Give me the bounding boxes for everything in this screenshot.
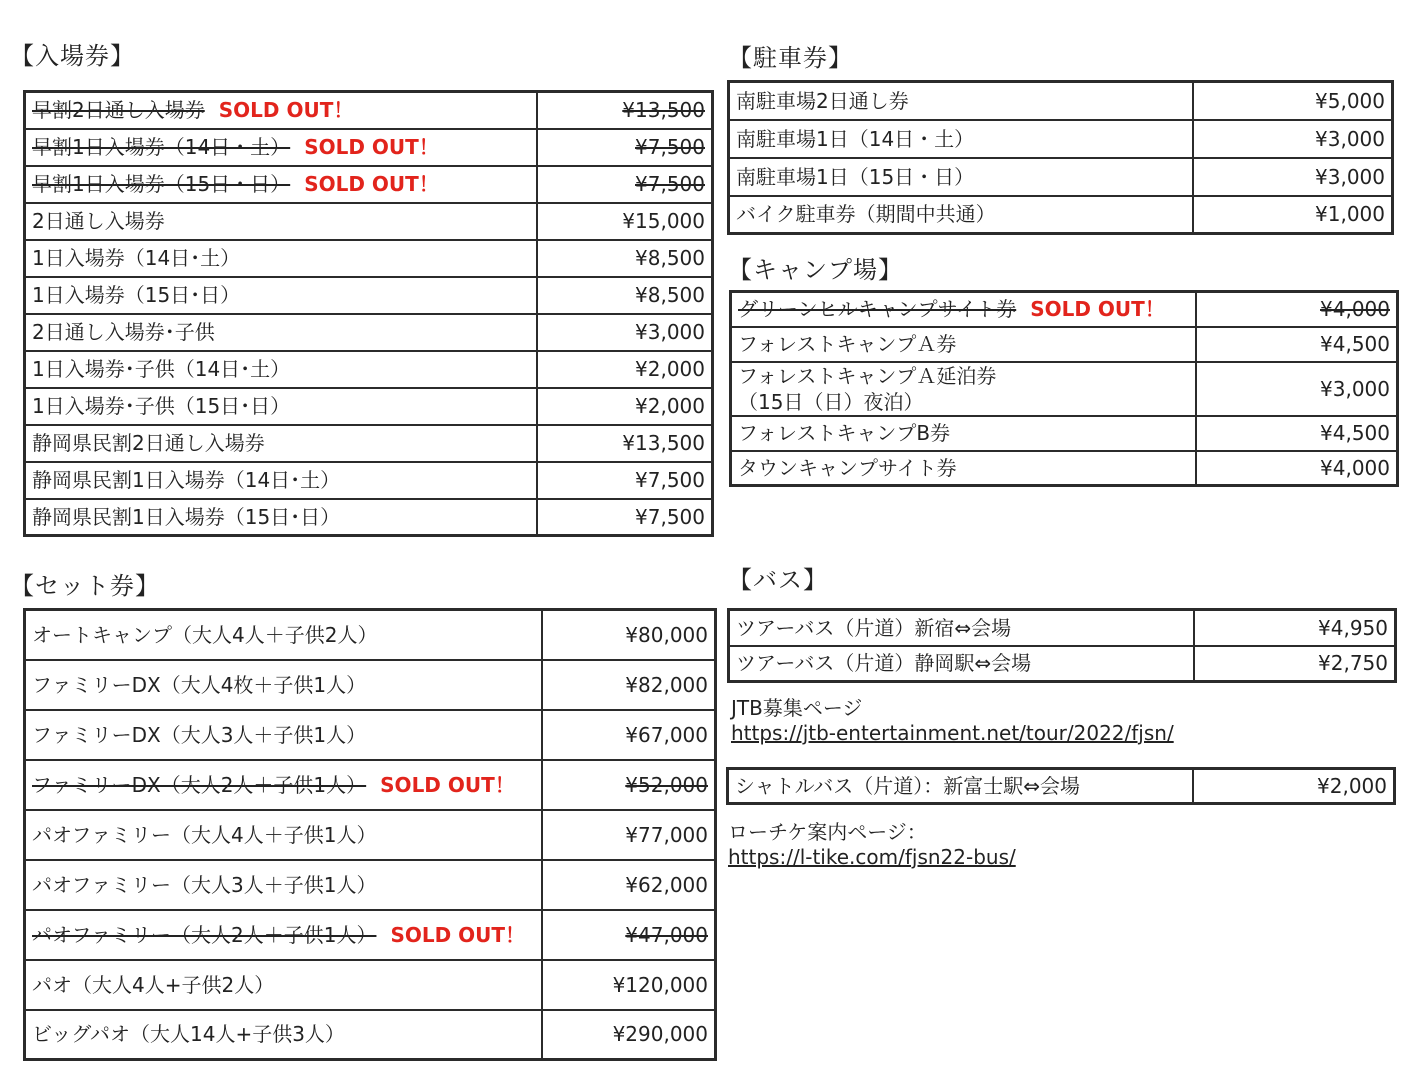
item-price: ¥4,000 [1320, 455, 1390, 480]
price-row [25, 240, 713, 277]
item-price-cell [542, 960, 716, 1010]
item-name: ファミリーDX（大人2人＋子供1人） [32, 772, 367, 797]
item-price: ¥3,000 [635, 320, 705, 344]
item-name-cell [731, 451, 1196, 486]
bus-ticket-table [727, 608, 1397, 683]
item-name: 南駐車場2日通し券 [736, 88, 909, 113]
item-price-cell [1194, 610, 1396, 646]
price-row [728, 769, 1395, 804]
price-row [25, 425, 713, 462]
item-name-cell [25, 960, 542, 1010]
item-price: ¥13,500 [622, 431, 705, 455]
item-price: ¥47,000 [625, 922, 708, 947]
jtb-note [731, 696, 1174, 746]
item-name: オートキャンプ（大人4人＋子供2人） [32, 622, 378, 647]
item-name-cell [731, 327, 1196, 362]
item-price-cell [1196, 416, 1398, 451]
item-price-cell [1193, 82, 1393, 120]
item-name: 早割1日入場券（14日・土） [32, 135, 291, 159]
item-name: ビッグパオ（大人14人+子供3人） [32, 1022, 345, 1047]
item-price: ¥80,000 [625, 622, 708, 647]
item-name-cell [729, 82, 1193, 120]
item-name: 1日入場券･子供（15日･日） [32, 394, 291, 418]
entry-ticket-table [23, 90, 714, 537]
item-name-cell [25, 351, 537, 388]
item-name-cell [729, 610, 1194, 646]
item-name: 南駐車場1日（14日・土） [736, 126, 975, 151]
price-row [729, 646, 1396, 682]
item-name-cell [729, 158, 1193, 196]
item-price: ¥82,000 [625, 672, 708, 697]
item-name: 1日入場券（15日･日） [32, 283, 241, 307]
sold-out-badge: SOLD OUT！ [304, 135, 439, 159]
item-name-cell [729, 196, 1193, 234]
ltike-note [728, 820, 1016, 870]
item-name: パオファミリー（大人3人＋子供1人） [32, 872, 377, 897]
item-name: 1日入場券･子供（14日･土） [32, 357, 291, 381]
price-row [25, 388, 713, 425]
item-price-cell [542, 660, 716, 710]
price-row [25, 92, 713, 129]
sold-out-badge: SOLD OUT！ [218, 98, 354, 123]
set-ticket-table [23, 608, 717, 1061]
item-price-cell [1193, 158, 1393, 196]
item-price: ¥2,750 [1318, 651, 1388, 676]
item-price-cell [537, 314, 713, 351]
item-name: 早割1日入場券（15日・日） [32, 172, 291, 196]
set-section-title: 【セット券】 [10, 572, 160, 600]
price-row [729, 196, 1393, 234]
item-name: 南駐車場1日（15日・日） [736, 164, 975, 189]
item-name-cell [25, 240, 537, 277]
item-name-cell [25, 425, 537, 462]
price-row [25, 203, 713, 240]
sold-out-badge: SOLD OUT！ [380, 772, 515, 797]
price-row [25, 499, 713, 536]
item-price-cell [542, 710, 716, 760]
item-name-cell [25, 860, 542, 910]
price-row [731, 362, 1398, 416]
camp-section-title: 【キャンプ場】 [728, 256, 903, 284]
item-price: ¥7,500 [635, 172, 705, 196]
item-name: フォレストキャンプＡ延泊券 （15日（日）夜泊） [738, 363, 997, 414]
item-price: ¥2,000 [635, 357, 705, 381]
item-price-cell [542, 760, 716, 810]
item-name-cell [25, 92, 537, 129]
price-row [25, 314, 713, 351]
price-row [731, 416, 1398, 451]
item-price-cell [542, 910, 716, 960]
item-price: ¥4,950 [1318, 615, 1388, 640]
item-name-cell [25, 277, 537, 314]
item-price: ¥8,500 [635, 246, 705, 270]
item-name-cell [731, 292, 1196, 327]
item-price: ¥62,000 [625, 872, 708, 897]
item-price-cell [1196, 292, 1398, 327]
item-price: ¥4,000 [1320, 297, 1390, 322]
item-price-cell [537, 425, 713, 462]
item-price: ¥67,000 [625, 722, 708, 747]
shuttle-bus-table [726, 767, 1396, 805]
item-price: ¥4,500 [1320, 421, 1390, 445]
item-name-cell [25, 129, 537, 166]
item-price-cell [537, 240, 713, 277]
bus-section-title: 【バス】 [728, 566, 828, 594]
price-row [729, 158, 1393, 196]
item-name-cell [25, 1010, 542, 1060]
item-price-cell [1196, 327, 1398, 362]
item-name: フォレストキャンプＡ券 [738, 332, 957, 356]
price-row [731, 292, 1398, 327]
item-name-cell [25, 388, 537, 425]
item-price: ¥1,000 [1315, 202, 1385, 227]
item-price-cell [537, 351, 713, 388]
sold-out-badge: SOLD OUT！ [304, 172, 439, 196]
price-row [729, 82, 1393, 120]
item-price: ¥2,000 [635, 394, 705, 418]
price-row [731, 327, 1398, 362]
item-name-cell [729, 646, 1194, 682]
item-price: ¥290,000 [612, 1022, 708, 1047]
item-name-cell [25, 314, 537, 351]
item-name: グリーンヒルキャンプサイト券 [738, 297, 1017, 322]
item-name-cell [731, 362, 1196, 416]
price-row [25, 860, 716, 910]
price-row [731, 451, 1398, 486]
item-name-cell [25, 710, 542, 760]
item-name: タウンキャンプサイト券 [738, 455, 957, 480]
item-name: 静岡県民割1日入場券（14日･土） [32, 468, 341, 492]
camp-ticket-table [729, 290, 1399, 487]
item-name-cell [728, 769, 1193, 804]
item-price-cell [537, 203, 713, 240]
item-name-cell [25, 166, 537, 203]
ltike-label: ローチケ案内ページ： [728, 820, 927, 844]
item-price-cell [1193, 769, 1395, 804]
jtb-label: JTB募集ページ [731, 696, 863, 720]
item-price-cell [1193, 120, 1393, 158]
item-price: ¥7,500 [635, 504, 705, 529]
item-price-cell [1196, 362, 1398, 416]
price-row [25, 1010, 716, 1060]
item-price: ¥120,000 [612, 972, 708, 997]
item-name: バイク駐車券（期間中共通） [736, 202, 996, 227]
item-price-cell [1193, 196, 1393, 234]
item-name-cell [25, 610, 542, 660]
item-price: ¥13,500 [622, 98, 705, 123]
item-name: 静岡県民割1日入場券（15日･日） [32, 504, 341, 529]
item-name-cell [25, 660, 542, 710]
item-name: ファミリーDX（大人4枚＋子供1人） [32, 672, 367, 697]
price-row [25, 277, 713, 314]
ltike-link[interactable]: https://l-tike.com/fjsn22-bus/ [728, 845, 1016, 869]
item-price-cell [542, 610, 716, 660]
price-row [729, 120, 1393, 158]
item-name-cell [25, 203, 537, 240]
sold-out-badge: SOLD OUT！ [390, 922, 526, 947]
item-price: ¥4,500 [1320, 332, 1390, 356]
item-price-cell [542, 810, 716, 860]
item-price-cell [542, 1010, 716, 1060]
item-name: パオ（大人4人+子供2人） [32, 972, 275, 997]
item-price-cell [537, 129, 713, 166]
item-name: 早割2日通し入場券 [32, 98, 205, 123]
price-row [25, 910, 716, 960]
entry-section-title: 【入場券】 [10, 42, 135, 70]
item-price-cell [537, 462, 713, 499]
item-name-cell [25, 910, 542, 960]
item-price: ¥52,000 [625, 772, 708, 797]
price-row [25, 710, 716, 760]
item-name: シャトルバス（片道）：新富士駅⇔会場 [735, 774, 1080, 798]
item-name: ツアーバス（片道）静岡駅⇔会場 [736, 651, 1032, 676]
item-name: ファミリーDX（大人3人＋子供1人） [32, 722, 367, 747]
price-row [25, 166, 713, 203]
item-name-cell [25, 760, 542, 810]
item-name: 1日入場券（14日･土） [32, 246, 241, 270]
item-price-cell [1196, 451, 1398, 486]
item-price: ¥3,000 [1320, 376, 1390, 401]
item-price: ¥15,000 [622, 209, 705, 233]
price-row [25, 660, 716, 710]
price-row [25, 351, 713, 388]
item-price: ¥77,000 [625, 822, 708, 847]
item-name: 静岡県民割2日通し入場券 [32, 431, 265, 455]
item-price: ¥7,500 [635, 468, 705, 492]
item-name-cell [25, 499, 537, 536]
parking-ticket-table [727, 80, 1394, 235]
item-price: ¥8,500 [635, 283, 705, 307]
item-price-cell [537, 166, 713, 203]
item-price: ¥3,000 [1315, 126, 1385, 151]
item-name: パオファミリー（大人2人＋子供1人） [32, 922, 377, 947]
price-row [25, 462, 713, 499]
price-row [25, 610, 716, 660]
item-price-cell [537, 388, 713, 425]
item-name: 2日通し入場券･子供 [32, 320, 215, 344]
item-price-cell [537, 277, 713, 314]
sold-out-badge: SOLD OUT！ [1030, 297, 1165, 322]
item-name-cell [25, 462, 537, 499]
item-name: 2日通し入場券 [32, 209, 165, 233]
item-name: フォレストキャンプB券 [738, 421, 951, 445]
item-price: ¥7,500 [635, 135, 705, 159]
price-row [729, 610, 1396, 646]
price-row [25, 129, 713, 166]
item-price: ¥5,000 [1315, 88, 1385, 113]
price-row [25, 760, 716, 810]
item-name: パオファミリー（大人4人＋子供1人） [32, 822, 377, 847]
item-price-cell [1194, 646, 1396, 682]
item-price-cell [537, 499, 713, 536]
item-price-cell [537, 92, 713, 129]
item-name-cell [729, 120, 1193, 158]
parking-section-title: 【駐車券】 [728, 44, 853, 72]
item-price: ¥3,000 [1315, 164, 1385, 189]
price-row [25, 960, 716, 1010]
item-name-cell [25, 810, 542, 860]
jtb-link[interactable]: https://jtb-entertainment.net/tour/2022/fjsn/ [731, 721, 1174, 745]
item-name-cell [731, 416, 1196, 451]
item-price: ¥2,000 [1317, 774, 1387, 798]
price-row [25, 810, 716, 860]
item-name: ツアーバス（片道）新宿⇔会場 [736, 615, 1012, 640]
item-price-cell [542, 860, 716, 910]
